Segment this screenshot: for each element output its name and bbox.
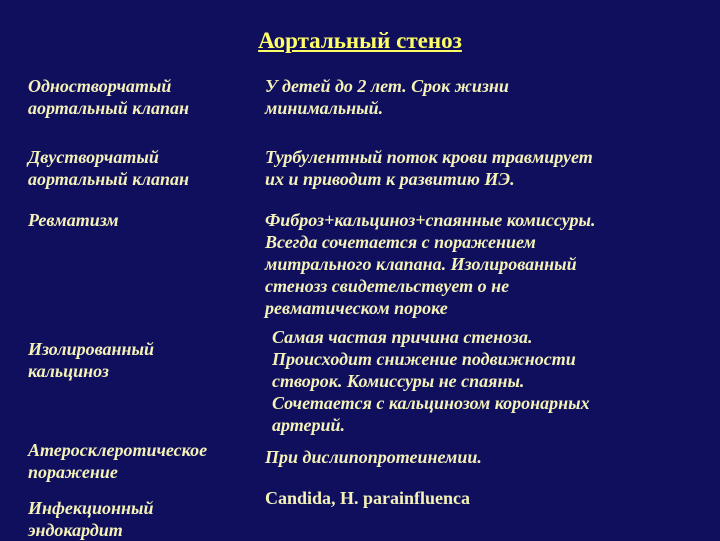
description-atherosclerotic-lesion: При дислипопротеинемии.: [265, 447, 482, 467]
cause-infective-endocarditis: Инфекционный эндокардит: [28, 498, 154, 540]
cause-atherosclerotic-lesion: Атеросклеротическое поражение: [28, 440, 208, 482]
cause-rheumatism: Ревматизм: [28, 210, 119, 230]
description-bicuspid-valve: Турбулентный поток крови травмирует их и приводит к развитию ИЭ.: [265, 147, 593, 189]
slide-title: Аортальный стеноз: [258, 28, 462, 53]
cause-bicuspid-valve: Двустворчатый аортальный клапан: [28, 147, 189, 189]
cause-isolated-calcinosis: Изолированный кальциноз: [28, 339, 154, 381]
description-infective-endocarditis: Candida, H. parainfluenca: [265, 488, 471, 508]
description-isolated-calcinosis: Самая частая причина стеноза. Происходит снижение подвижности створок. Комиссуры не спаяны. Сочетается с кальцинозом коронарных артерий.: [272, 327, 590, 435]
description-rheumatism: Фиброз+кальциноз+спаянные комиссуры. Всегда сочетается с поражением митрального клапана. Изолированный стенозз свидетельствует о не ревматическом пороке: [265, 210, 596, 318]
description-unicuspid-valve: У детей до 2 лет. Срок жизни минимальный.: [265, 76, 509, 118]
cause-unicuspid-valve: Одностворчатый аортальный клапан: [28, 76, 189, 118]
